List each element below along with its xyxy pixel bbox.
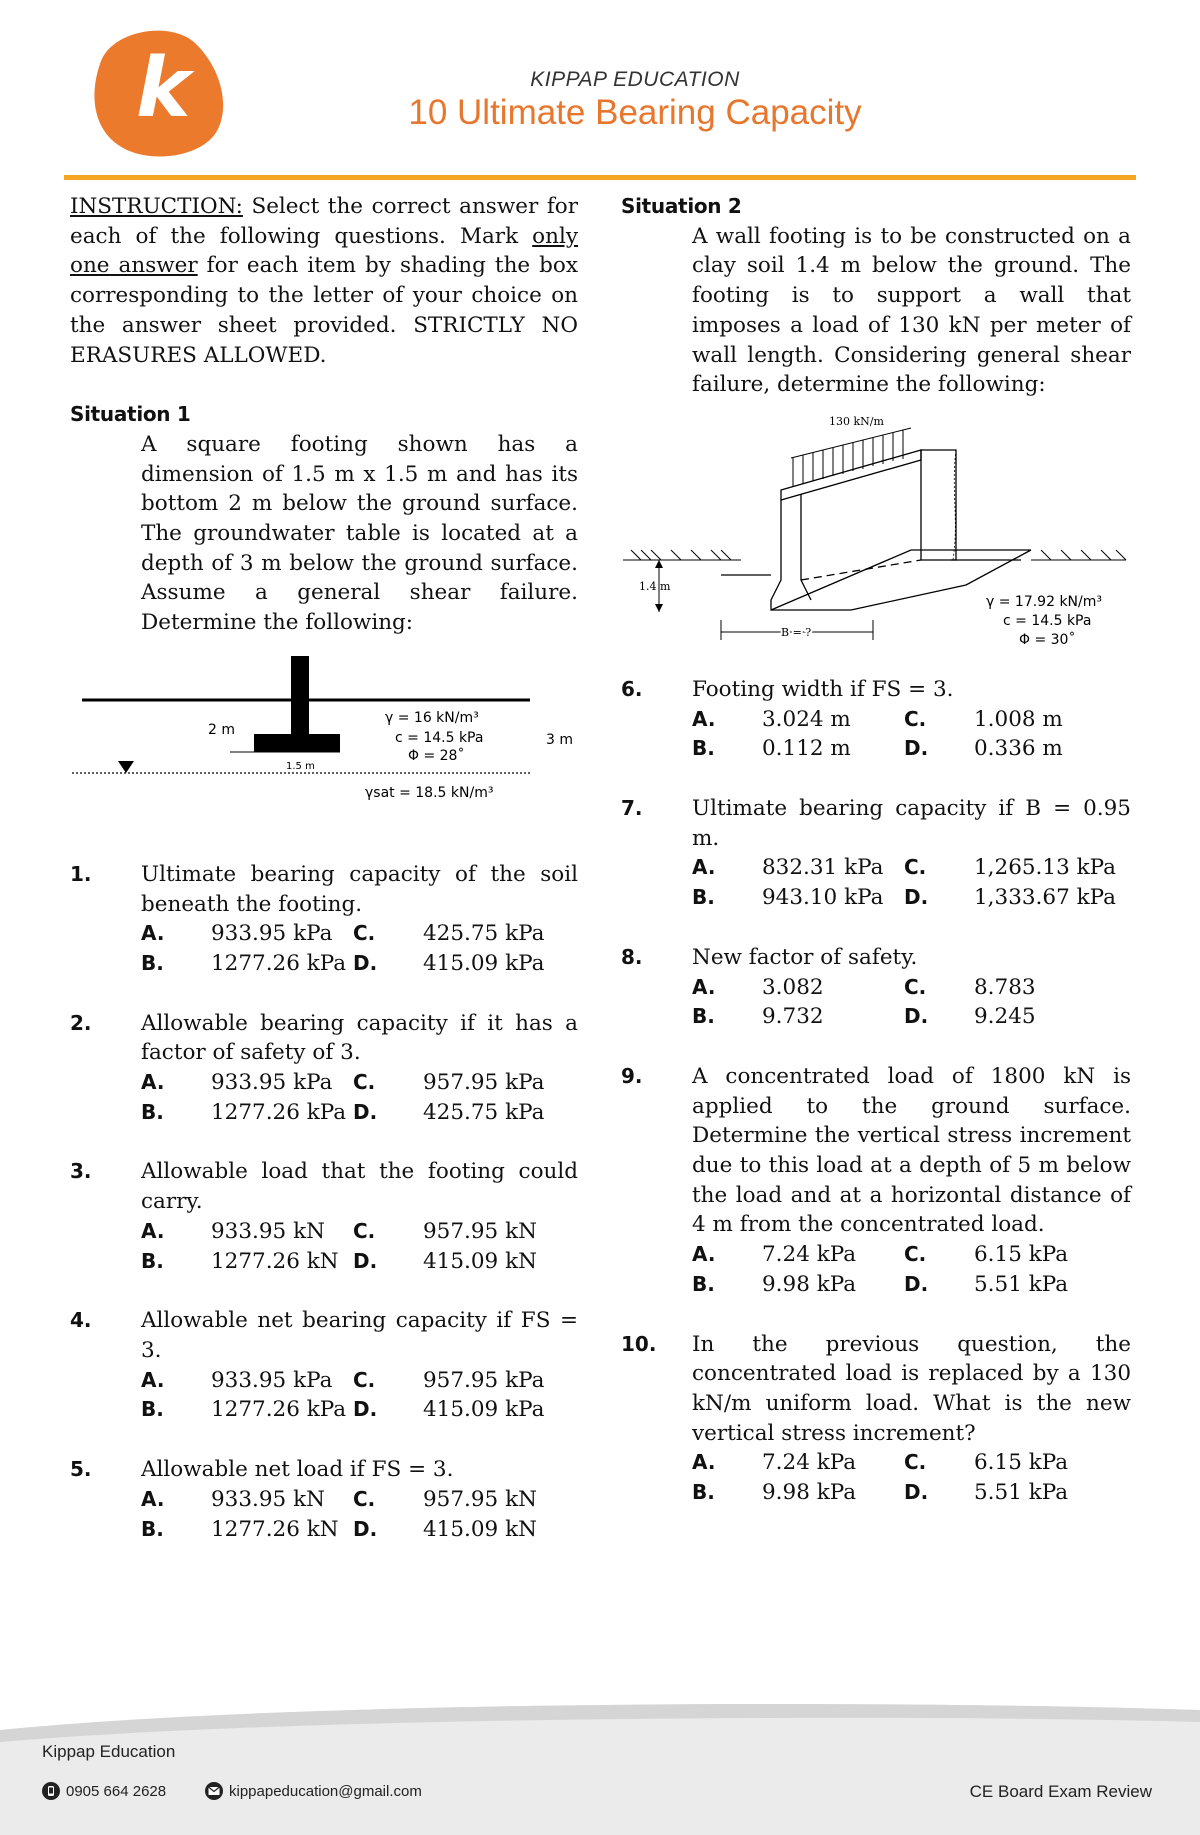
- option-a[interactable]: 933.95 kN: [211, 1486, 325, 1512]
- option-c-letter[interactable]: C.: [904, 1450, 927, 1475]
- footer-email[interactable]: kippapeducation@gmail.com: [205, 1782, 422, 1800]
- question-text: Allowable net bearing capacity if FS = 3.: [141, 1308, 578, 1363]
- option-a-letter[interactable]: A.: [692, 1242, 716, 1267]
- fig2-width-label: B = ?: [781, 625, 812, 639]
- question-number: 1.: [70, 861, 92, 886]
- situation-2-text: A wall footing is to be constructed on a clay soil 1.4 m below the ground. The footing is to support a wall that imposes a load of 130 kN per meter of wall length. Considering general shear failure, determine the following:: [692, 223, 1131, 398]
- question-text: Allowable load that the footing could carry.: [141, 1159, 578, 1215]
- option-c-letter[interactable]: C.: [353, 1486, 376, 1511]
- option-b[interactable]: 9.98 kPa: [762, 1271, 857, 1297]
- option-c-letter[interactable]: C.: [904, 706, 927, 731]
- phone-icon: [42, 1782, 60, 1800]
- question-item: [70, 860, 578, 979]
- option-b[interactable]: 943.10 kPa: [762, 885, 884, 911]
- option-d[interactable]: 415.09 kPa: [423, 950, 545, 976]
- situation-1-heading: Situation 1: [70, 402, 191, 427]
- answer-options: [692, 973, 1131, 1032]
- fig2-load-label: 130 kN/m: [829, 414, 884, 428]
- option-c[interactable]: 6.15 kPa: [974, 1242, 1069, 1268]
- footer-band: [0, 1690, 1200, 1835]
- question-item: [621, 943, 1131, 1032]
- answer-options: [692, 705, 1131, 764]
- option-c-letter[interactable]: C.: [904, 1242, 927, 1267]
- option-d[interactable]: 0.336 m: [974, 736, 1063, 762]
- wall-footing-figure: [621, 410, 1131, 675]
- answer-options: [692, 853, 1131, 912]
- option-d-letter[interactable]: D.: [904, 1004, 929, 1029]
- option-b[interactable]: 1277.26 kPa: [211, 1397, 347, 1423]
- question-number: 3.: [70, 1159, 92, 1184]
- option-d-letter[interactable]: D.: [353, 1248, 378, 1273]
- option-a-letter[interactable]: A.: [141, 1486, 165, 1511]
- option-b[interactable]: 1277.26 kPa: [211, 950, 347, 976]
- option-a-letter[interactable]: A.: [692, 855, 716, 880]
- question-number: 7.: [621, 796, 643, 821]
- fig2-depth-label: 1.4 m: [639, 579, 671, 593]
- option-c[interactable]: 6.15 kPa: [974, 1450, 1069, 1476]
- questions-left: [70, 860, 578, 1544]
- fig2-c: c = 14.5 kPa: [1003, 612, 1092, 629]
- fig1-phi: Φ = 28˚: [408, 747, 465, 764]
- option-a-letter[interactable]: A.: [692, 706, 716, 731]
- option-a-letter[interactable]: A.: [141, 1070, 165, 1095]
- fig1-gamma-sat: γsat = 18.5 kN/m³: [365, 784, 494, 801]
- situation-1-text: A square footing shown has a dimension of 1.5 m x 1.5 m and has its bottom 2 m below the ground surface. The groundwater table is located at a depth of 3 m below the ground surface. Assume a general shear failure. Determine the following:: [141, 431, 578, 636]
- option-c-letter[interactable]: C.: [353, 1218, 376, 1243]
- right-column: [621, 192, 1131, 1508]
- question-text: Allowable net load if FS = 3.: [141, 1457, 454, 1483]
- fig2-gamma: γ = 17.92 kN/m³: [986, 593, 1102, 610]
- option-b[interactable]: 0.112 m: [762, 736, 851, 762]
- option-c[interactable]: 957.95 kN: [423, 1218, 537, 1244]
- question-text: Footing width if FS = 3.: [692, 676, 954, 702]
- option-d[interactable]: 415.09 kPa: [423, 1397, 545, 1423]
- question-number: 9.: [621, 1063, 643, 1088]
- option-d[interactable]: 415.09 kN: [423, 1516, 537, 1542]
- option-b-letter[interactable]: B.: [692, 885, 715, 910]
- option-b-letter[interactable]: B.: [141, 950, 164, 975]
- option-a[interactable]: 7.24 kPa: [762, 1242, 857, 1268]
- option-c-letter[interactable]: C.: [353, 1367, 376, 1392]
- option-b-letter[interactable]: B.: [692, 1004, 715, 1029]
- option-d-letter[interactable]: D.: [353, 1516, 378, 1541]
- option-a[interactable]: 832.31 kPa: [762, 855, 884, 881]
- question-number: 10.: [621, 1331, 657, 1356]
- option-a[interactable]: 7.24 kPa: [762, 1450, 857, 1476]
- question-item: [621, 1330, 1131, 1508]
- question-item: [621, 794, 1131, 913]
- question-item: [621, 1062, 1131, 1300]
- option-b[interactable]: 9.732: [762, 1004, 824, 1030]
- option-c[interactable]: 957.95 kPa: [423, 1070, 545, 1096]
- option-a[interactable]: 933.95 kN: [211, 1218, 325, 1244]
- footer-phone: 0905 664 2628: [42, 1782, 166, 1800]
- left-column: [70, 192, 578, 1544]
- page-title: 10 Ultimate Bearing Capacity: [408, 93, 862, 132]
- option-b[interactable]: 9.98 kPa: [762, 1480, 857, 1506]
- option-b-letter[interactable]: B.: [141, 1516, 164, 1541]
- option-c[interactable]: 425.75 kPa: [423, 921, 545, 947]
- option-d-letter[interactable]: D.: [904, 1271, 929, 1296]
- option-d-letter[interactable]: D.: [904, 885, 929, 910]
- option-c-letter[interactable]: C.: [353, 1070, 376, 1095]
- option-a-letter[interactable]: A.: [692, 974, 716, 999]
- question-number: 4.: [70, 1308, 92, 1333]
- question-number: 2.: [70, 1010, 92, 1035]
- option-c[interactable]: 957.95 kN: [423, 1486, 537, 1512]
- option-d[interactable]: 5.51 kPa: [974, 1271, 1069, 1297]
- instruction-label: INSTRUCTION:: [70, 194, 243, 219]
- option-c[interactable]: 1.008 m: [974, 706, 1063, 732]
- answer-options: [141, 1485, 578, 1544]
- option-c[interactable]: 8.783: [974, 974, 1036, 1000]
- fig1-width-label: 1.5 m: [286, 760, 315, 772]
- question-text: New factor of safety.: [692, 944, 918, 970]
- option-a[interactable]: 933.95 kPa: [211, 1070, 333, 1096]
- option-d-letter[interactable]: D.: [904, 1480, 929, 1505]
- questions-right: [621, 675, 1131, 1508]
- option-b-letter[interactable]: B.: [692, 1271, 715, 1296]
- option-b-letter[interactable]: B.: [692, 1480, 715, 1505]
- option-a[interactable]: 933.95 kPa: [211, 921, 333, 947]
- option-d-letter[interactable]: D.: [353, 1397, 378, 1422]
- option-d[interactable]: 425.75 kPa: [423, 1099, 545, 1125]
- question-text: Ultimate bearing capacity of the soil beneath the footing.: [141, 861, 578, 917]
- option-c[interactable]: 1,265.13 kPa: [974, 855, 1116, 881]
- option-d[interactable]: 1,333.67 kPa: [974, 885, 1116, 911]
- option-a-letter[interactable]: A.: [692, 1450, 716, 1475]
- option-b[interactable]: 1277.26 kN: [211, 1516, 339, 1542]
- option-d[interactable]: 9.245: [974, 1004, 1036, 1030]
- question-item: [70, 1455, 578, 1544]
- option-d-letter[interactable]: D.: [353, 1099, 378, 1124]
- option-d[interactable]: 415.09 kN: [423, 1248, 537, 1274]
- option-a-letter[interactable]: A.: [141, 1218, 165, 1243]
- answer-options: [692, 1240, 1131, 1299]
- fig1-gwt-label: 3 m: [546, 731, 573, 748]
- option-d[interactable]: 5.51 kPa: [974, 1480, 1069, 1506]
- mail-icon: [205, 1782, 223, 1800]
- instruction: INSTRUCTION: Select the correct answer for each of the following questions. Mark only one answer for each item by shading the box corresponding to the letter of your choice on the answer sheet provided. STRICTLY NO ERASURES ALLOWED.: [70, 194, 578, 368]
- option-a[interactable]: 3.082: [762, 974, 824, 1000]
- answer-options: [141, 1217, 578, 1276]
- option-c-letter[interactable]: C.: [904, 855, 927, 880]
- fig1-depth-label: 2 m: [208, 721, 235, 738]
- fig2-phi: Φ = 30˚: [1019, 631, 1076, 648]
- question-text: A concentrated load of 1800 kN is applied to the ground surface. Determine the vertical stress increment due to this load at a depth of 5 m below the load and at a horizontal distance of 4 m from the concentrated load.: [692, 1063, 1131, 1238]
- question-text: In the previous question, the concentrated load is replaced by a 130 kN/m uniform load. What is the new vertical stress increment?: [692, 1331, 1131, 1446]
- answer-options: [141, 1366, 578, 1425]
- question-number: 8.: [621, 944, 643, 969]
- question-text: Allowable bearing capacity if it has a factor of safety of 3.: [141, 1010, 578, 1066]
- option-b[interactable]: 1277.26 kPa: [211, 1099, 347, 1125]
- option-a[interactable]: 3.024 m: [762, 706, 851, 732]
- question-item: [70, 1306, 578, 1425]
- option-c-letter[interactable]: C.: [353, 921, 376, 946]
- option-d-letter[interactable]: D.: [904, 736, 929, 761]
- question-item: [621, 675, 1131, 764]
- svg-text:k: k: [136, 41, 191, 136]
- option-b-letter[interactable]: B.: [141, 1397, 164, 1422]
- option-a[interactable]: 933.95 kPa: [211, 1367, 333, 1393]
- fig1-c: c = 14.5 kPa: [395, 729, 484, 746]
- square-footing-figure: [70, 656, 578, 826]
- option-a-letter[interactable]: A.: [141, 1367, 165, 1392]
- question-text: Ultimate bearing capacity if B = 0.95 m.: [692, 796, 1131, 851]
- header-divider: [64, 175, 1136, 180]
- option-b-letter[interactable]: B.: [692, 736, 715, 761]
- option-b-letter[interactable]: B.: [141, 1248, 164, 1273]
- option-a-letter[interactable]: A.: [141, 921, 165, 946]
- option-c[interactable]: 957.95 kPa: [423, 1367, 545, 1393]
- footer-tagline: CE Board Exam Review: [969, 1782, 1152, 1801]
- option-b-letter[interactable]: B.: [141, 1099, 164, 1124]
- option-b[interactable]: 1277.26 kN: [211, 1248, 339, 1274]
- answer-options: [141, 1068, 578, 1127]
- answer-options: [141, 919, 578, 978]
- question-number: 6.: [621, 676, 643, 701]
- fig1-gamma: γ = 16 kN/m³: [385, 709, 479, 726]
- question-item: [70, 1157, 578, 1276]
- situation-2-heading: Situation 2: [621, 194, 742, 218]
- question-number: 5.: [70, 1457, 92, 1482]
- brand-name: KIPPAP EDUCATION: [530, 68, 740, 91]
- option-d-letter[interactable]: D.: [353, 950, 378, 975]
- option-c-letter[interactable]: C.: [904, 974, 927, 999]
- answer-options: [692, 1448, 1131, 1507]
- question-item: [70, 1009, 578, 1128]
- footer-org: Kippap Education: [42, 1742, 176, 1761]
